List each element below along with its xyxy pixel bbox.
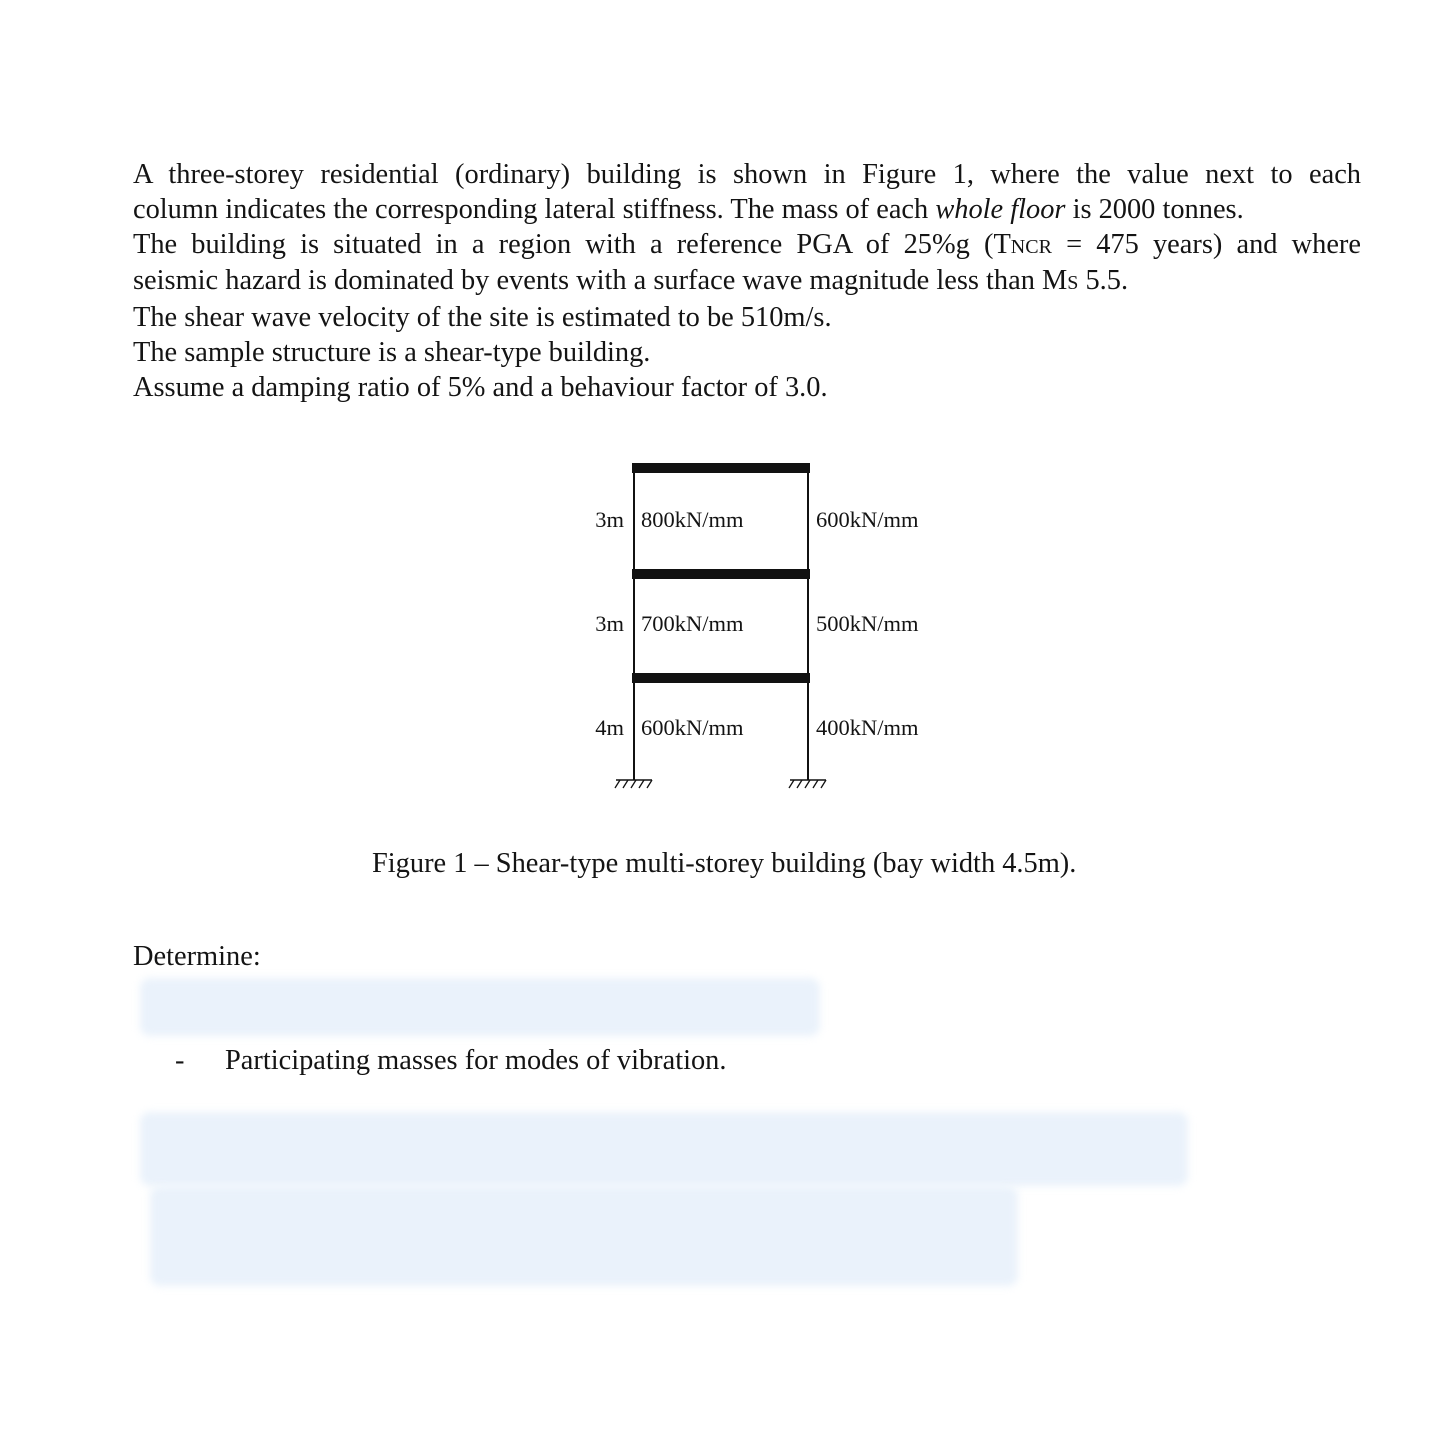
intro-line-1: A three-storey residential (ordinary) building is shown in Figure 1, where the value next to each — [133, 159, 1361, 190]
redacted-block-1 — [140, 978, 820, 1036]
right-fixed-support-icon — [789, 780, 826, 788]
storey-2-left-stiffness: 700kN/mm — [641, 611, 744, 636]
left-fixed-support-icon — [615, 780, 652, 788]
list-item — [175, 1045, 726, 1077]
intro-line-6: The sample structure is a shear-type building. — [133, 336, 651, 368]
storey-1-left-stiffness: 600kN/mm — [641, 715, 744, 740]
storey-3-left-stiffness: 800kN/mm — [641, 507, 744, 532]
tncr-subscript: NCR — [1010, 235, 1052, 258]
storey-2-height-label: 3m — [595, 611, 624, 636]
participating-masses-item: Participating masses for modes of vibration. — [225, 1045, 727, 1076]
roof-slab — [632, 463, 810, 473]
determine-heading: Determine: — [133, 941, 261, 972]
floor-slab-2 — [632, 673, 810, 683]
intro-line-5: The shear wave velocity of the site is estimated to be 510m/s. — [133, 302, 832, 334]
redacted-block-2 — [140, 1112, 1188, 1186]
intro-line-4: seismic hazard is dominated by events with a surface wave magnitude less than MS 5.5. — [133, 265, 1129, 297]
intro-line-7: Assume a damping ratio of 5% and a behaviour factor of 3.0. — [133, 371, 828, 403]
ms-subscript: S — [1067, 272, 1079, 295]
storey-1-right-stiffness: 400kN/mm — [816, 715, 919, 740]
whole-floor-emphasis: whole floor — [935, 193, 1066, 225]
floor-slab-3 — [632, 569, 810, 579]
bullet-dash: - — [175, 1045, 185, 1076]
figure-caption: Figure 1 – Shear-type multi-storey building (bay width 4.5m). — [372, 848, 1077, 879]
intro-line-2: column indicates the corresponding lateral stiffness. The mass of each whole floor is 2000 tonnes. — [133, 193, 1244, 225]
storey-3-height-label: 3m — [595, 507, 624, 532]
storey-3-right-stiffness: 600kN/mm — [816, 507, 919, 532]
storey-1-height-label: 4m — [595, 715, 624, 740]
redacted-block-3 — [150, 1186, 1018, 1286]
intro-line-3: The building is situated in a region with a reference PGA of 25%g (TNCR = 475 years) and where — [133, 228, 1361, 260]
storey-2-right-stiffness: 500kN/mm — [816, 611, 919, 636]
